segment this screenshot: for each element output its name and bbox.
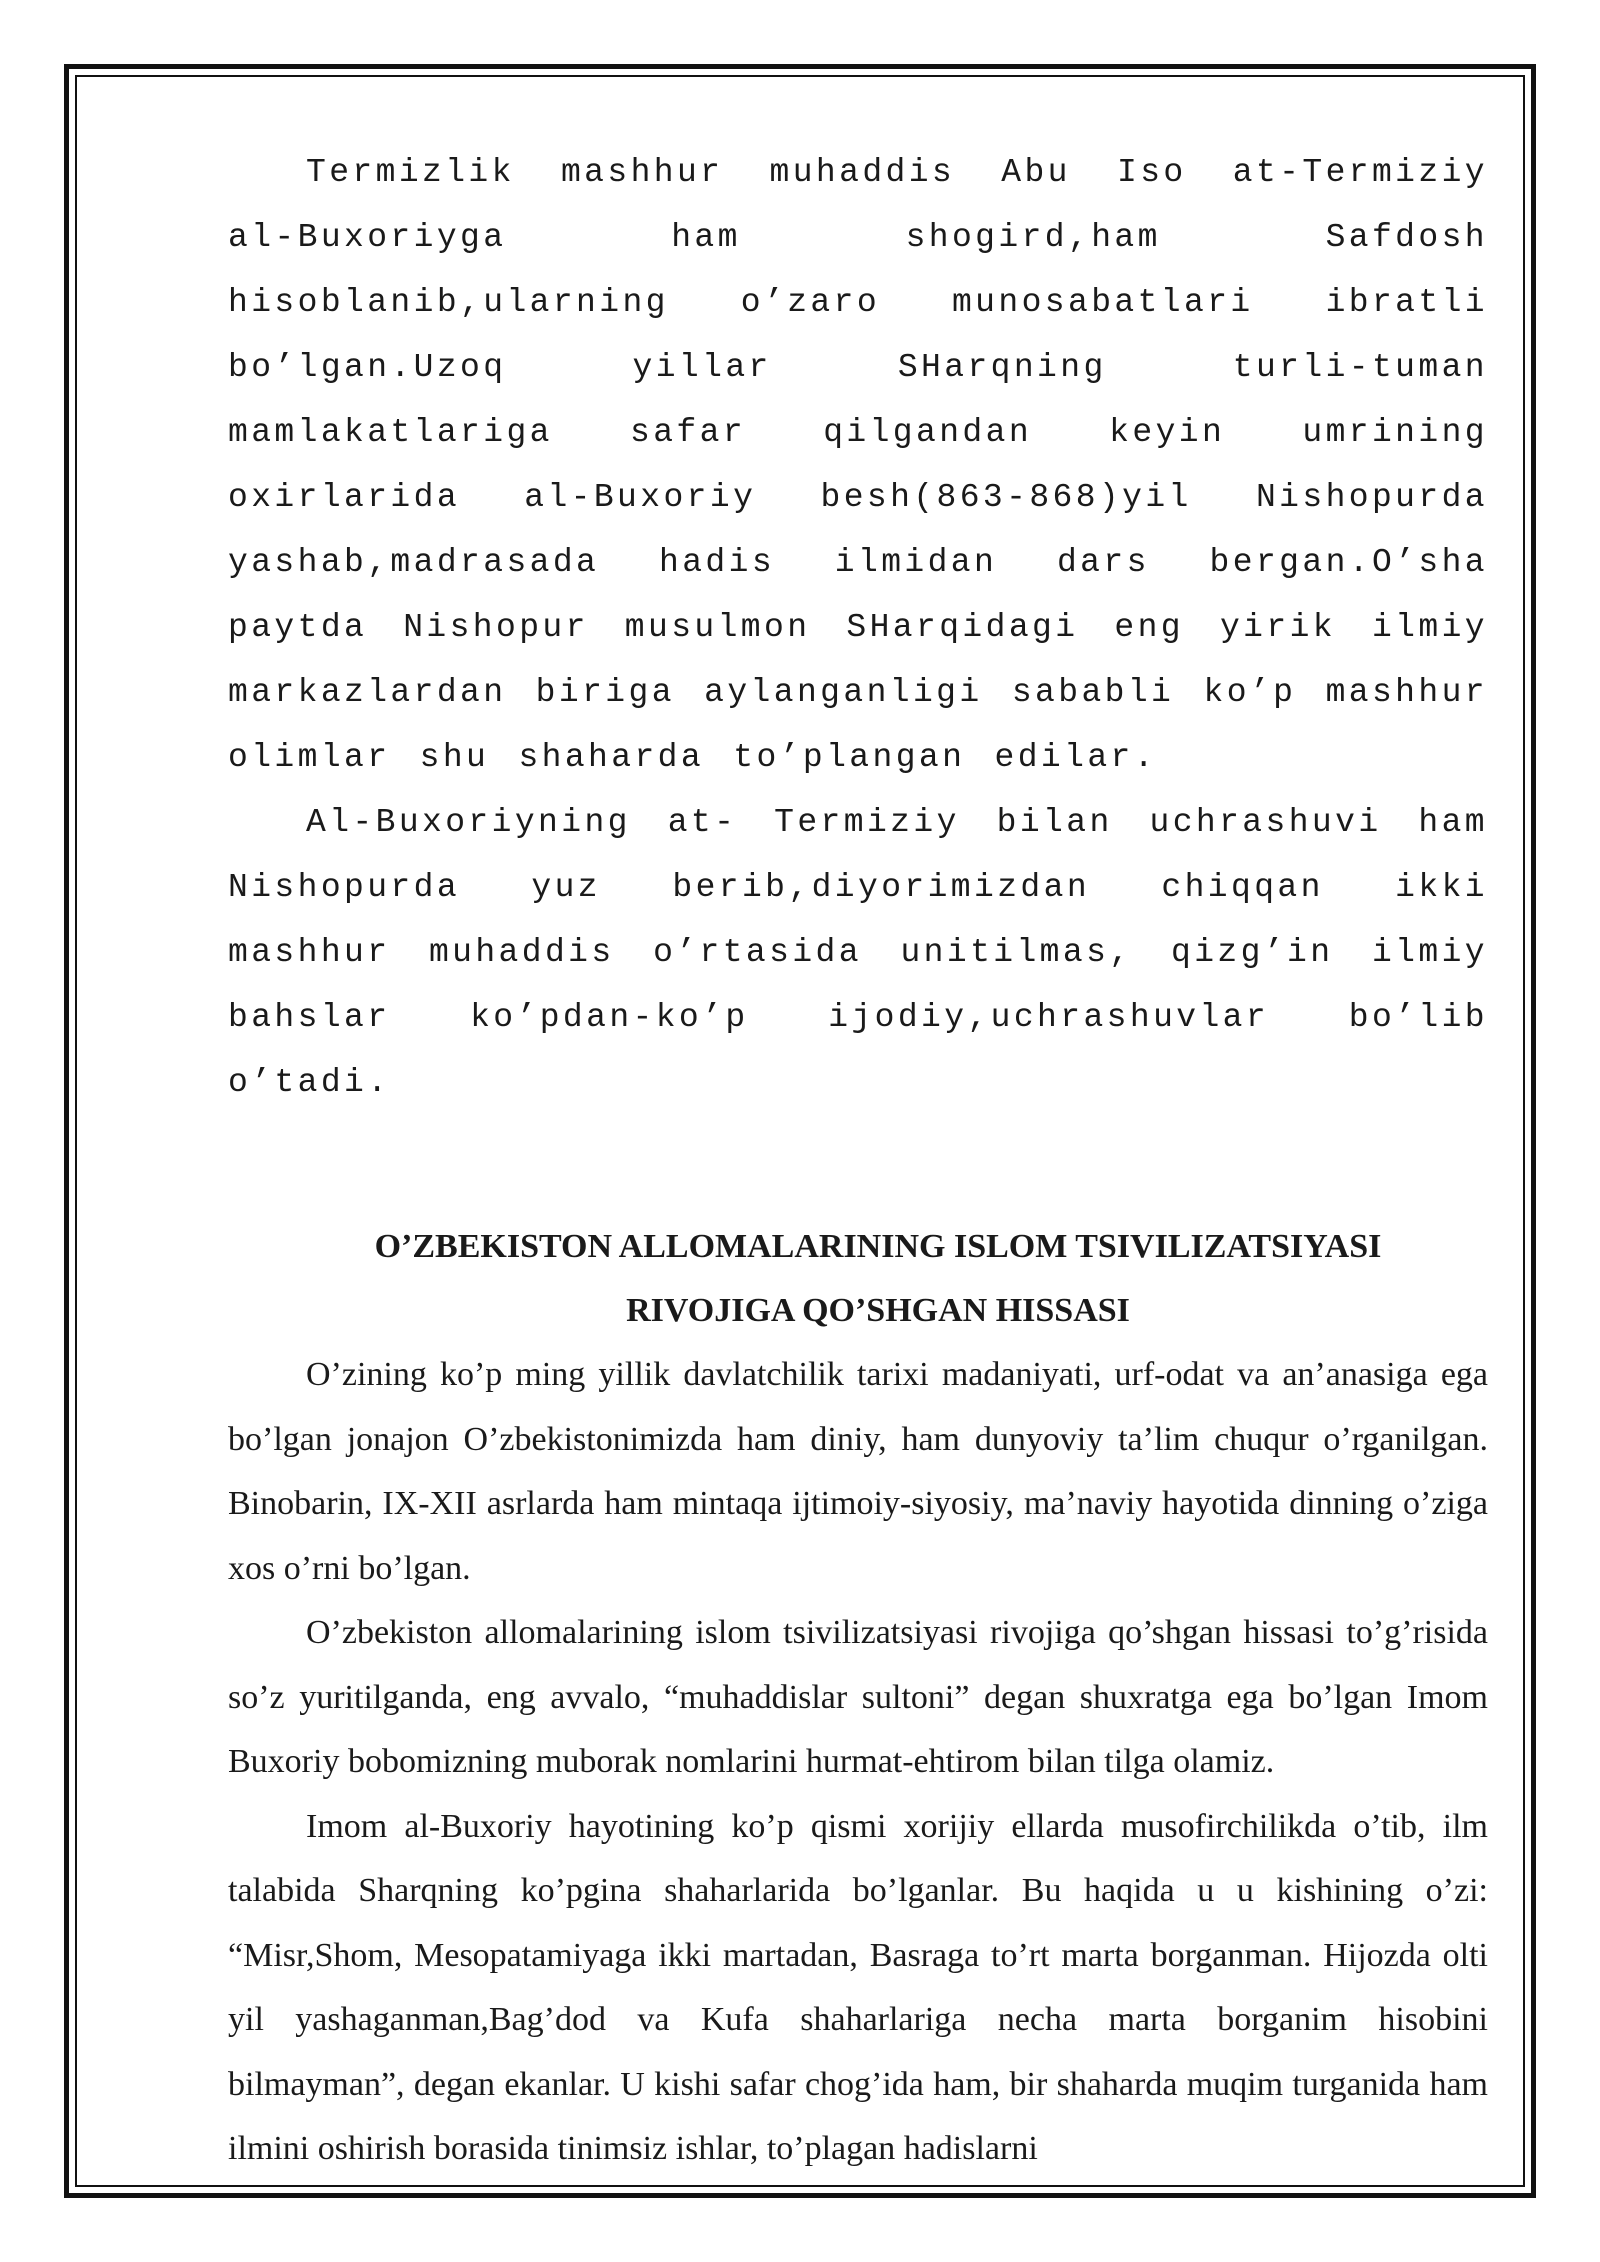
paragraph-termiziy: Termizlik mashhur muhaddis Abu Iso at-Termiziy al-Buxoriyga ham shogird,ham Safdosh hisoblanib,ularning o’zaro munosabatlari ibratli bo’lgan.Uzoq yillar SHarqning turli-tuman mamlakatlariga safar qilgandan keyin umrining oxirlarida al-Buxoriy besh(863-868)yil Nishopurda yashab,madrasada hadis ilmidan dars bergan.O’sha paytda Nishopur musulmon SHarqidagi eng yirik ilmiy markazlardan biriga aylanganligi sababli ko’p mashhur olimlar shu shaharda to’plangan edilar. bbox=[228, 154, 1488, 776]
heading-line-2: RIVOJIGA QO’SHGAN HISSASI bbox=[626, 1292, 1130, 1329]
paragraph-meeting: Al-Buxoriyning at- Termiziy bilan uchrashuvi ham Nishopurda yuz berib,diyorimizdan chiqqan ikki mashhur muhaddis o’rtasida unitilmas, qizg’in ilmiy bahslar ko’pdan-ko’p ijodiy,uchrashuvlar bo’lib o’tadi. bbox=[228, 804, 1488, 1101]
heading-line-1: O’ZBEKISTON ALLOMALARINING ISLOM TSIVILIZATSIYASI bbox=[374, 1228, 1382, 1265]
paragraph-travels: Imom al-Buxoriy hayotining ko’p qismi xorijiy ellarda musofirchilikda o’tib, ilm talabida Sharqning ko’pgina shaharlarida bo’lganlar. Bu haqida u u kishining o’zi: “Misr,Shom, Mesopatamiyaga ikki martadan, Basraga to’rt marta borganman. Hijozda olti yil yashaganman,Bag’dod va Kufa shaharlariga necha marta borganim hisobini bilmayman”, degan ekanlar. U kishi safar chog’ida ham, bir shaharda muqim turganida ham ilmini oshirish borasida tinimsiz ishlar, to’plagan hadislarni bbox=[228, 1807, 1488, 2167]
paragraph-contribution: O’zbekiston allomalarining islom tsivilizatsiyasi rivojiga qo’shgan hissasi to’g’risida so’z yuritilganda, eng avvalo, “muhaddislar sultoni” degan shuxratga ega bo’lgan Imom Buxoriy bobomizning muborak nomlarini hurmat-ehtirom bilan tilga olamiz. bbox=[228, 1614, 1488, 1780]
section-heading bbox=[228, 1215, 1488, 1343]
paragraph-history: O’zining ko’p ming yillik davlatchilik tarixi madaniyati, urf-odat va an’anasiga ega bo’lgan jonajon O’zbekistonimizda ham diniy, ham dunyoviy ta’lim chuqur o’rganilgan. Binobarin, IX-XII asrlarda ham mintaqa ijtimoiy-siyosiy, ma’naviy hayotida dinning o’ziga xos o’rni bo’lgan. bbox=[228, 1356, 1488, 1587]
document-body bbox=[228, 140, 1488, 2182]
